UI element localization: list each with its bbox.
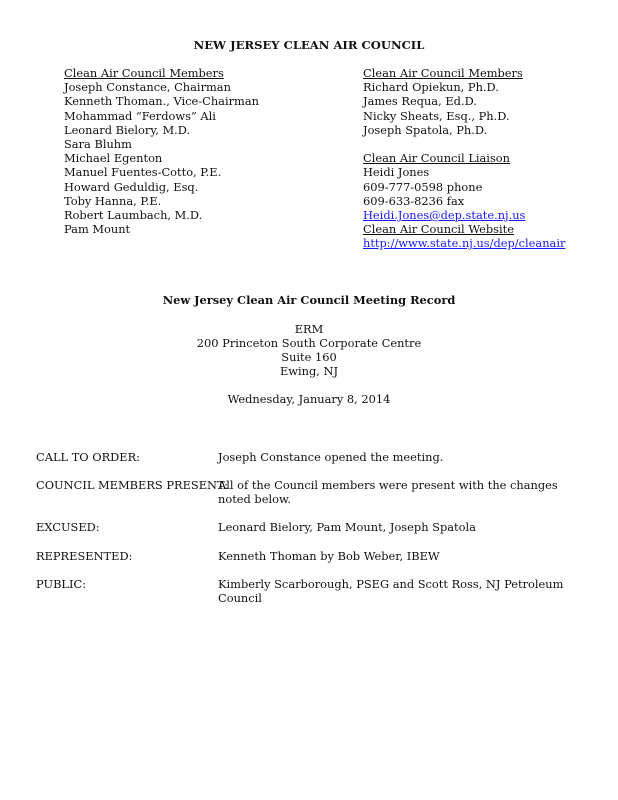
meeting-date: Wednesday, January 8, 2014 [227,392,391,406]
liaison-heading: Clean Air Council Liaison [363,151,510,166]
council-title: NEW JERSEY CLEAN AIR COUNCIL [193,38,425,52]
member-name: Joseph Spatola, Ph.D. [363,122,488,137]
member-name: Pam Mount [64,222,131,237]
meeting-record-title: New Jersey Clean Air Council Meeting Record [162,293,456,307]
location-name: ERM [294,322,324,336]
member-name: Howard Geduldig, Esq. [64,179,199,194]
website-heading: Clean Air Council Website [363,222,514,237]
member-name: Manuel Fuentes-Cotto, P.E. [64,165,222,180]
liaison-name: Heidi Jones [363,165,430,180]
member-name: Michael Egenton [64,151,163,166]
member-name: Leonard Bielory, M.D. [64,122,191,137]
member-name: Sara Bluhm [64,136,132,151]
city: Ewing, NJ [279,364,339,378]
liaison-email-link[interactable]: Heidi.Jones@dep.state.nj.us [363,207,526,222]
website-link[interactable]: http://www.state.nj.us/dep/cleanair [363,236,566,251]
minutes-label: COUNCIL MEMBERS PRESENT: [36,478,229,492]
minutes-label: REPRESENTED: [36,549,133,563]
right-members-column [363,66,565,250]
member-name: Joseph Constance, Chairman [64,80,231,95]
minutes-value: All of the Council members were present with the changes noted below. [218,478,558,506]
minutes-label: PUBLIC: [36,577,87,591]
minutes-value: Joseph Constance opened the meeting. [218,450,444,464]
member-name: James Requa, Ed.D. [363,94,477,109]
left-members-heading: Clean Air Council Members [64,66,224,80]
member-name: Kenneth Thoman., Vice-Chairman [64,94,259,109]
liaison-phone: 609-777-0598 phone [363,179,483,194]
member-name: Robert Laumbach, M.D. [64,207,203,222]
minutes-value: Kimberly Scarborough, PSEG and Scott Ross, NJ Petroleum Council [218,577,564,605]
liaison-fax: 609-633-8236 fax [363,193,465,208]
member-name: Mohammad “Ferdows” Ali [64,108,216,123]
right-members-heading: Clean Air Council Members [363,66,523,80]
member-name: Toby Hanna, P.E. [64,193,162,208]
left-members-column [64,66,259,236]
minutes-value: Leonard Bielory, Pam Mount, Joseph Spatola [218,520,476,534]
minutes-value: Kenneth Thoman by Bob Weber, IBEW [218,549,440,563]
member-name: Nicky Sheats, Esq., Ph.D. [363,108,510,123]
spacer [363,137,565,151]
address-line-1: 200 Princeton South Corporate Centre [196,336,422,350]
minutes-label: EXCUSED: [36,520,100,534]
address-line-2: Suite 160 [281,350,337,364]
minutes-label: CALL TO ORDER: [36,450,141,464]
member-name: Richard Opiekun, Ph.D. [363,80,499,95]
